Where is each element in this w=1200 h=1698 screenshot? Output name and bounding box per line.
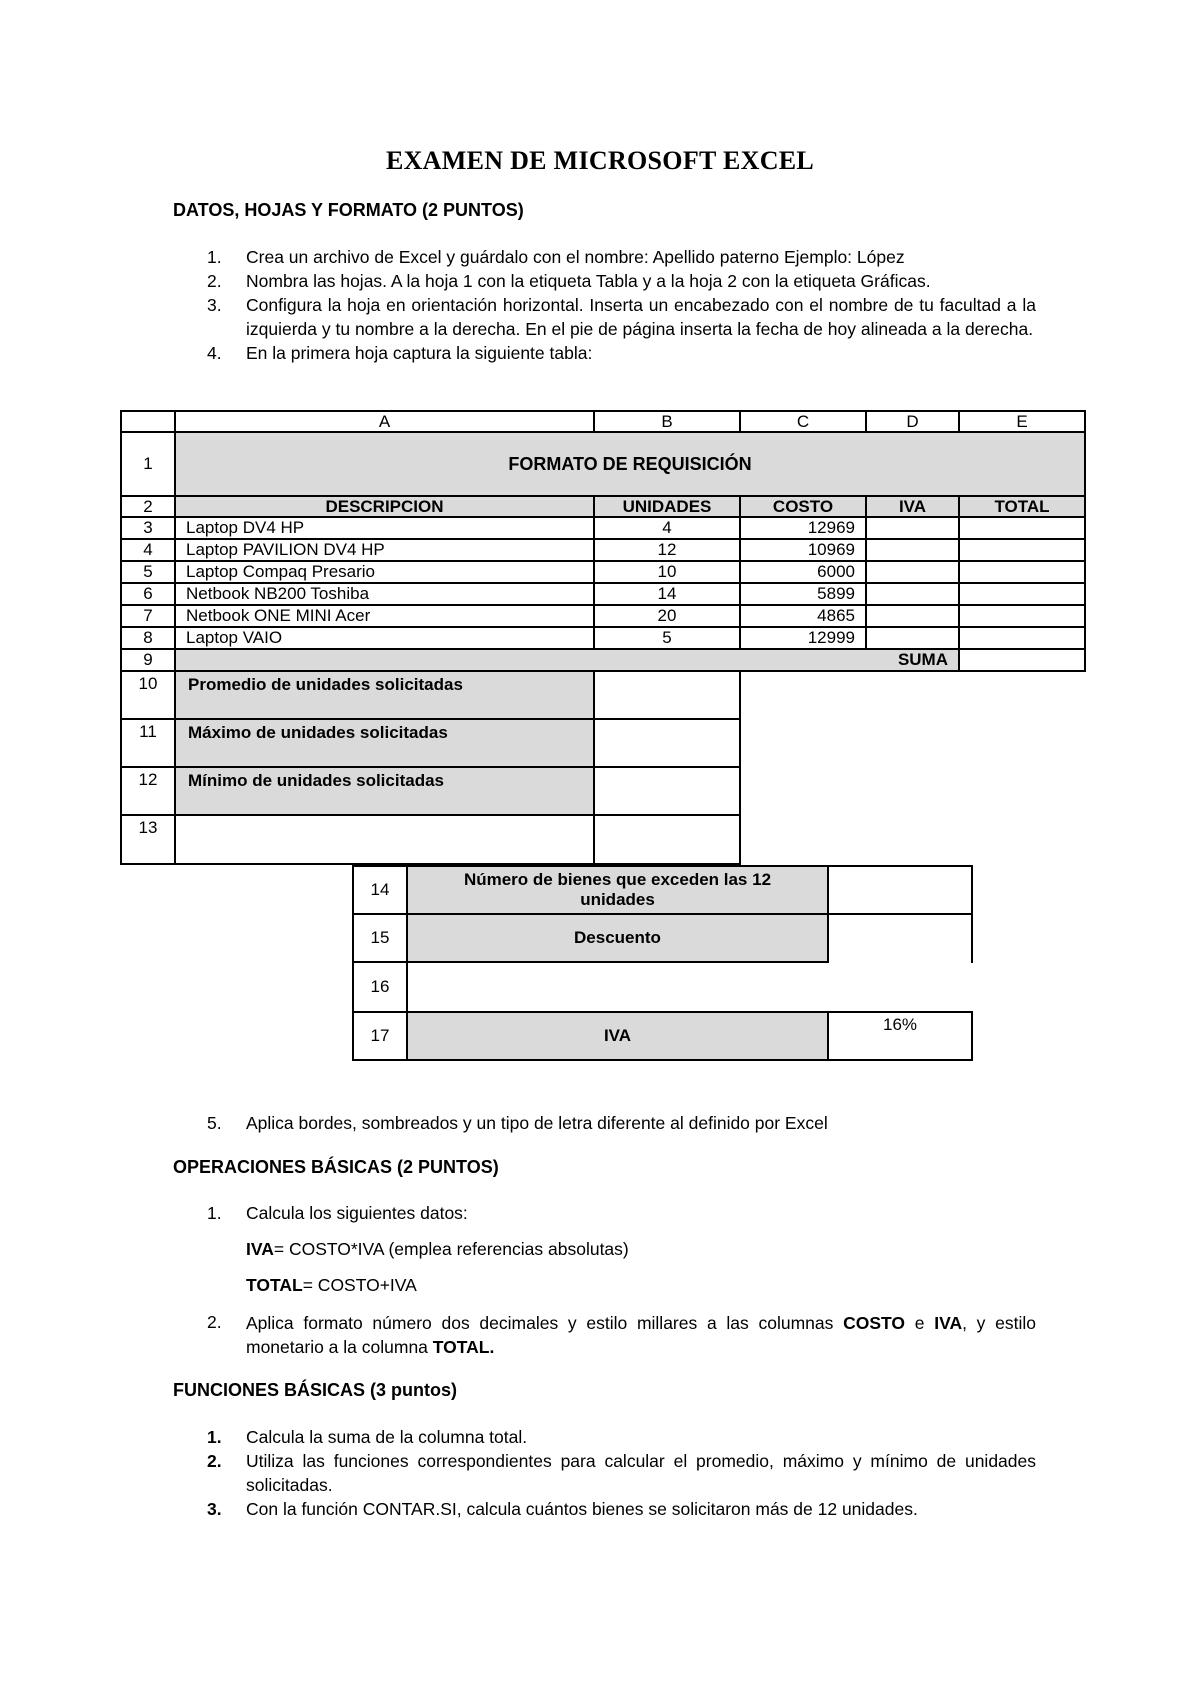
cell-total xyxy=(958,538,1086,562)
cell-descripcion: Netbook ONE MINI Acer xyxy=(174,604,595,628)
cell-costo: 6000 xyxy=(739,560,867,584)
corner-cell xyxy=(120,410,176,433)
minimo-value-cell xyxy=(593,766,741,816)
cell-iva xyxy=(865,582,960,606)
list-number: 5. xyxy=(207,1113,222,1133)
row-number: 16 xyxy=(352,961,408,1013)
row-number: 6 xyxy=(120,582,176,606)
list-item xyxy=(173,1449,1036,1497)
descuento-value-cell xyxy=(827,913,973,963)
list-number: 2. xyxy=(207,271,222,291)
formula-iva xyxy=(246,1237,629,1261)
col-header-e: E xyxy=(958,410,1086,433)
list-number: 3. xyxy=(207,295,222,315)
cell-unidades: 10 xyxy=(593,560,741,584)
header-costo: COSTO xyxy=(739,495,867,518)
row-number: 15 xyxy=(352,913,408,963)
list-number: 2. xyxy=(207,1451,222,1471)
cell-costo: 5899 xyxy=(739,582,867,606)
section-heading-funciones: FUNCIONES BÁSICAS (3 puntos) xyxy=(173,1380,458,1400)
row-number: 3 xyxy=(120,516,176,540)
formula-text: = COSTO+IVA xyxy=(302,1275,417,1295)
header-descripcion: DESCRIPCION xyxy=(174,495,595,518)
list-number: 4. xyxy=(207,343,222,363)
maximo-label: Máximo de unidades solicitadas xyxy=(174,718,595,768)
maximo-value-cell xyxy=(593,718,741,768)
text-run: e xyxy=(905,1313,935,1333)
minimo-label: Mínimo de unidades solicitadas xyxy=(174,766,595,816)
list-number: 3. xyxy=(207,1499,222,1519)
suma-label: SUMA xyxy=(174,648,960,672)
list-item xyxy=(173,1425,1036,1449)
exceden-value-cell xyxy=(827,865,973,915)
cell-total xyxy=(958,604,1086,628)
iva-value: 16% xyxy=(827,1011,973,1061)
row-number: 2 xyxy=(120,495,176,518)
cell-unidades: 12 xyxy=(593,538,741,562)
section1-list-continued xyxy=(173,1111,1036,1135)
row-number: 11 xyxy=(120,718,176,768)
list-item xyxy=(173,1111,1036,1135)
cell-costo: 10969 xyxy=(739,538,867,562)
list-text: Nombra las hojas. A la hoja 1 con la etiqueta Tabla y a la hoja 2 con la etiqueta Gráficas. xyxy=(246,271,931,291)
cell-costo: 12999 xyxy=(739,626,867,650)
section2-item2 xyxy=(246,1311,1036,1359)
cell-unidades: 20 xyxy=(593,604,741,628)
list-text: Utiliza las funciones correspondientes para calcular el promedio, máximo y mínimo de unidades solicitadas. xyxy=(246,1451,1036,1495)
row-number: 1 xyxy=(120,431,176,497)
text-bold: TOTAL. xyxy=(432,1337,495,1357)
section2-list xyxy=(173,1201,1036,1225)
exceden-label: Número de bienes que exceden las 12 unidades xyxy=(406,865,829,915)
row-number: 5 xyxy=(120,560,176,584)
list-text: Calcula la suma de la columna total. xyxy=(246,1427,528,1447)
list-text: Aplica bordes, sombreados y un tipo de letra diferente al definido por Excel xyxy=(246,1113,828,1133)
empty-cell xyxy=(593,814,741,865)
cell-iva xyxy=(865,626,960,650)
header-total: TOTAL xyxy=(958,495,1086,518)
promedio-label: Promedio de unidades solicitadas xyxy=(174,670,595,720)
section3-list xyxy=(173,1425,1036,1521)
formula-total xyxy=(246,1273,417,1297)
cell-unidades: 5 xyxy=(593,626,741,650)
cell-iva xyxy=(865,538,960,562)
row-number: 4 xyxy=(120,538,176,562)
cell-descripcion: Laptop VAIO xyxy=(174,626,595,650)
empty-row-16 xyxy=(406,961,973,1013)
list-item xyxy=(173,293,1036,341)
cell-iva xyxy=(865,516,960,540)
list-item xyxy=(173,269,1036,293)
list-item xyxy=(173,341,1036,365)
row-number: 7 xyxy=(120,604,176,628)
cell-unidades: 14 xyxy=(593,582,741,606)
descuento-label: Descuento xyxy=(406,913,829,963)
list-text: Calcula los siguientes datos: xyxy=(246,1203,468,1223)
cell-total xyxy=(958,516,1086,540)
formula-label: IVA xyxy=(246,1239,274,1259)
cell-descripcion: Netbook NB200 Toshiba xyxy=(174,582,595,606)
col-header-b: B xyxy=(593,410,741,433)
iva-label: IVA xyxy=(406,1011,829,1061)
sheet-title: FORMATO DE REQUISICIÓN xyxy=(174,431,1086,497)
cell-iva xyxy=(865,604,960,628)
promedio-value-cell xyxy=(593,670,741,720)
text-run: , y estilo monetario a la columna xyxy=(246,1313,1036,1357)
cell-total xyxy=(958,582,1086,606)
list-number: 1. xyxy=(207,1427,222,1447)
col-header-c: C xyxy=(739,410,867,433)
row-number: 8 xyxy=(120,626,176,650)
cell-iva xyxy=(865,560,960,584)
list-number: 1. xyxy=(207,247,222,267)
cell-descripcion: Laptop DV4 HP xyxy=(174,516,595,540)
list-number: 1. xyxy=(207,1203,222,1223)
formula-label: TOTAL xyxy=(246,1275,303,1295)
list-number: 2. xyxy=(207,1312,222,1332)
cell-descripcion: Laptop PAVILION DV4 HP xyxy=(174,538,595,562)
list-text: En la primera hoja captura la siguiente tabla: xyxy=(246,343,593,363)
section-heading-datos: DATOS, HOJAS Y FORMATO (2 PUNTOS) xyxy=(173,200,524,220)
section1-list xyxy=(173,245,1036,365)
list-item xyxy=(173,245,1036,269)
text-run: Aplica formato número dos decimales y estilo millares a las columnas xyxy=(246,1313,844,1333)
text-bold: IVA xyxy=(934,1313,963,1333)
row-number: 14 xyxy=(352,865,408,915)
section-heading-operaciones: OPERACIONES BÁSICAS (2 PUNTOS) xyxy=(173,1157,499,1177)
list-text: Configura la hoja en orientación horizontal. Inserta un encabezado con el nombre de tu facultad a la izquierda y tu nombre a la derecha. En el pie de página inserta la fecha de hoy alineada a la derecha. xyxy=(246,295,1036,339)
cell-descripcion: Laptop Compaq Presario xyxy=(174,560,595,584)
row-number: 12 xyxy=(120,766,176,816)
cell-costo: 4865 xyxy=(739,604,867,628)
row-number: 9 xyxy=(120,648,176,672)
list-text: Crea un archivo de Excel y guárdalo con el nombre: Apellido paterno Ejemplo: López xyxy=(246,247,905,267)
row-number: 13 xyxy=(120,814,176,865)
col-header-d: D xyxy=(865,410,960,433)
row-number: 17 xyxy=(352,1011,408,1061)
cell-costo: 12969 xyxy=(739,516,867,540)
formula-text: = COSTO*IVA (emplea referencias absolutas) xyxy=(273,1239,629,1259)
text-bold: COSTO xyxy=(843,1313,906,1333)
list-item xyxy=(173,1201,1036,1225)
col-header-a: A xyxy=(174,410,595,433)
suma-value-cell xyxy=(958,648,1086,672)
cell-unidades: 4 xyxy=(593,516,741,540)
header-unidades: UNIDADES xyxy=(593,495,741,518)
cell-total xyxy=(958,626,1086,650)
cell-total xyxy=(958,560,1086,584)
empty-cell xyxy=(174,814,595,865)
document-title: EXAMEN DE MICROSOFT EXCEL xyxy=(385,146,815,175)
list-item xyxy=(173,1497,1036,1521)
row-number: 10 xyxy=(120,670,176,720)
list-text: Con la función CONTAR.SI, calcula cuántos bienes se solicitaron más de 12 unidades. xyxy=(246,1499,918,1519)
header-iva: IVA xyxy=(865,495,960,518)
